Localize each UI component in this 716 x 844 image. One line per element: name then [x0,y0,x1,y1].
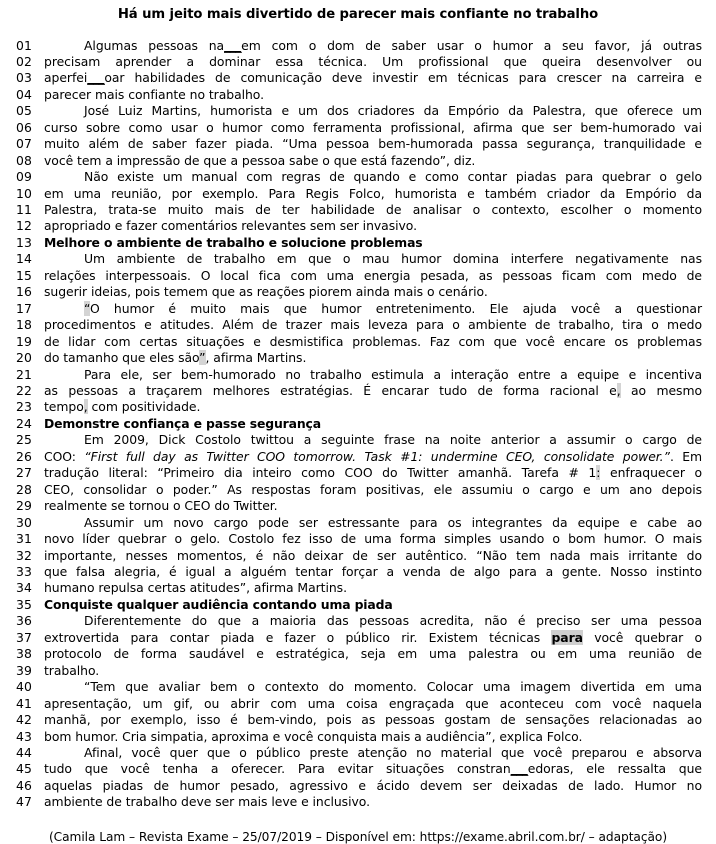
line-number: 40 [16,679,32,695]
text-line [16,169,702,185]
text-line [16,350,702,366]
line-number: 29 [16,498,32,514]
segment-text: as pessoas a traçarem melhores estratégias. É encarar tudo de forma racional e [44,383,617,399]
line-content: sugerir ideias, pois temem que as reações piorem ainda mais o cenário. [44,284,488,300]
line-number: 20 [16,350,32,366]
line-content [44,515,702,531]
segment-text: “Tem que avaliar bem o contexto do momento. Colocar uma imagem divertida em uma [84,679,702,695]
text-line [16,613,702,629]
segment-text: Em 2009, Dick Costolo twittou a seguinte frase na noite anterior a assumir o cargo de [84,432,702,448]
segment-text: , afirma Martins. [205,350,307,366]
text-line [16,186,702,202]
line-number: 05 [16,103,32,119]
segment-text: oar habilidades de comunicação deve investir em técnicas para crescer na carreira e [104,70,702,86]
fill-in-blank: ___ [87,70,105,86]
text-line [16,564,702,580]
line-number: 30 [16,514,32,530]
line-number: 19 [16,333,32,349]
line-content [44,465,702,481]
highlighted-open-quote: “ [84,300,90,316]
line-content: você tem a impressão de que a pessoa sabe o que está fazendo”, diz. [44,152,476,168]
text-line [16,679,702,695]
line-content [44,613,702,629]
line-number: 10 [16,185,32,201]
document-page [0,7,716,844]
line-content: apropriado e fazer comentários relevantes sem ser invasivo. [44,218,417,234]
segment-text: em com o dom de saber usar o humor a seu favor, já outras [241,37,702,53]
text-line [16,367,702,383]
line-number: 47 [16,794,32,810]
line-content [44,761,702,777]
line-number: 16 [16,284,32,300]
highlighted-colon: : [596,465,601,481]
line-number: 07 [16,136,32,152]
line-content: realmente se tornou o CEO do Twitter. [44,498,278,514]
line-content: relações interpessoais. O local fica com uma energia pesada, as pessoas ficam com medo de [44,267,702,283]
segment-text: você quebrar o [582,629,702,645]
highlighted-word-para: para [551,629,583,645]
text-line-heading [16,416,702,432]
line-content: muito além de saber fazer piada. “Uma pessoa bem-humorada passa segurança, tranquilidade e [44,136,702,152]
text-line [16,498,702,514]
line-number: 28 [16,481,32,497]
text-line-heading [16,597,702,613]
italic-quote: “First full day as Twitter COO tomorrow. Task #1: undermine CEO, consolidate power.” [84,448,670,464]
line-number: 41 [16,695,32,711]
line-content: humano repulsa certas atitudes”, afirma Martins. [44,580,347,596]
text-line [16,202,702,218]
line-number: 34 [16,580,32,596]
text-line [16,580,702,596]
line-content: em uma reunião, por exemplo. Para Regis Folco, humorista e também criador da Empório da [44,185,702,201]
line-content: apresentação, um gif, ou abrir com uma coisa engraçada que aconteceu com você naquela [44,695,702,711]
text-line [16,301,702,317]
highlighted-comma: , [616,383,621,399]
line-content [44,679,702,695]
line-content [44,432,702,448]
line-content: curso sobre como usar o humor como ferramenta profissional, afirma que ser bem-humorado vai [44,119,702,135]
segment-text: Algumas pessoas na [84,37,225,53]
line-number: 31 [16,531,32,547]
text-line [16,531,702,547]
segment-text: COO: [44,448,85,464]
line-number: 46 [16,777,32,793]
line-content [44,630,702,646]
text-line [16,548,702,564]
segment-text: Para ele, ser bem-humorado no trabalho estimula a interação entre a equipe e incentiva [84,366,702,382]
fill-in-blank: ___ [224,37,242,53]
text-line [16,794,702,810]
highlighted-close-quote: ” [199,350,206,366]
text-line [16,449,702,465]
line-content [44,745,702,761]
line-content: importante, nesses momentos, é não deixar de ser autêntico. “Não tem nada mais irritante do [44,547,702,563]
text-line [16,482,702,498]
line-number: 18 [16,317,32,333]
line-content: bom humor. Cria simpatia, aproxima e você conquista mais a audiência”, explica Folco. [44,728,583,744]
text-line [16,317,702,333]
line-content [44,169,702,185]
line-number: 15 [16,267,32,283]
text-line [16,251,702,267]
line-content [44,70,702,86]
text-line [16,778,702,794]
fill-in-blank: ___ [510,761,528,777]
line-number: 26 [16,448,32,464]
text-line [16,218,702,234]
line-content: manhã, por exemplo, isso é bem-vindo, pois as pessoas gostam de sensações relacionadas ao [44,712,702,728]
line-content: ambiente de trabalho deve ser mais leve e inclusivo. [44,794,370,810]
segment-text: enfraquecer o [600,465,703,481]
text-line [16,729,702,745]
text-line [16,87,702,103]
segment-text: O humor é muito mais que humor entretenimento. Ele ajuda você a questionar [89,300,702,316]
text-body [0,38,716,811]
text-line [16,334,702,350]
segment-text: tudo que você tenha a oferecer. Para evitar situações constran [44,761,511,777]
line-content: procedimentos e atitudes. Além de trazer mais leveza para o ambiente de trabalho, tira o medo [44,317,702,333]
line-number: 22 [16,383,32,399]
line-number: 09 [16,169,32,185]
line-number: 25 [16,432,32,448]
line-number: 38 [16,646,32,662]
line-content: Palestra, trata-se muito mais de ter habilidade de analisar o contexto, escolher o momento [44,202,702,218]
line-number: 01 [16,37,32,53]
text-line [16,515,702,531]
line-number: 27 [16,465,32,481]
line-number: 36 [16,613,32,629]
segment-text: Diferentemente do que a maioria das pessoas acredita, não é preciso ser uma pessoa [84,613,702,629]
text-line [16,696,702,712]
line-number: 14 [16,251,32,267]
segment-text: ao mesmo [620,383,702,399]
text-line [16,70,702,86]
line-content: de lidar com certas situações e desmistifica problemas. Faz com que você encare os problemas [44,333,702,349]
line-number: 35 [16,596,32,612]
line-number: 04 [16,86,32,102]
text-line [16,663,702,679]
line-content [44,367,702,383]
text-line [16,646,702,662]
line-number: 33 [16,564,32,579]
text-line [16,120,702,136]
line-content [44,383,702,399]
line-number: 45 [16,761,32,777]
segment-text: com positividade. [87,399,201,415]
text-line [16,284,702,300]
line-content: aquelas piadas de humor pesado, agressivo e ácido devem ser deixadas de lado. Humor no [44,777,702,793]
line-number: 08 [16,152,32,168]
line-number: 13 [16,234,32,250]
line-number: 42 [16,712,32,728]
line-content [44,38,702,54]
line-content [44,350,702,366]
line-content: precisam aprender a dominar essa técnica. Um profissional que queira desenvolver ou [44,53,702,69]
text-line [16,761,702,777]
line-content: parecer mais confiante no trabalho. [44,86,265,102]
segment-text: Assumir um novo cargo pode ser estressante para os integrantes da equipe e cabe ao [84,514,702,530]
line-number: 21 [16,366,32,382]
line-content [44,103,702,119]
text-line [16,745,702,761]
text-line [16,153,702,169]
text-line [16,712,702,728]
line-number: 44 [16,744,32,760]
segment-text: Não existe um manual com regras de quando e como contar piadas para quebrar o gelo [84,169,702,185]
line-number: 23 [16,399,32,415]
text-line-heading [16,235,702,251]
line-content [44,449,702,465]
line-number: 11 [16,202,32,218]
line-number: 02 [16,53,32,69]
source-attribution: (Camila Lam – Revista Exame – 25/07/2019 – Disponível em: https://exame.abril.com.br/ – adaptação) [48,829,668,844]
line-number: 03 [16,70,32,86]
section-heading: Demonstre confiança e passe segurança [44,415,321,431]
highlighted-comma: , [83,399,88,415]
line-content [44,301,702,317]
text-line [16,630,702,646]
line-content [44,399,702,415]
segment-text: . Em [669,448,703,464]
line-content: protocolo de forma saudável e estratégica, seja em uma palestra ou em uma reunião de [44,646,702,662]
line-content: CEO, consolidar o poder.” As respostas foram positivas, ele assumiu o cargo e um ano depois [44,481,702,497]
line-content [44,251,702,267]
line-number: 37 [16,629,32,645]
section-heading: Conquiste qualquer audiência contando uma piada [44,596,393,612]
text-line [16,136,702,152]
page-title: Há um jeito mais divertido de parecer mais confiante no trabalho [117,7,599,22]
text-line [16,383,702,399]
segment-text: extrovertida para contar piada e fazer o público rir. Existem técnicas [44,629,552,645]
text-line [16,268,702,284]
line-number: 17 [16,300,32,316]
line-content: novo líder quebrar o gelo. Costolo fez isso de uma forma simples usando o bom humor. O mais [44,531,702,547]
section-heading: Melhore o ambiente de trabalho e solucione problemas [44,234,423,250]
text-line [16,54,702,70]
segment-text: Um ambiente de trabalho em que o mau humor domina interfere negativamente nas [84,251,702,267]
segment-text: edoras, ele ressalta que [527,761,702,777]
line-number: 06 [16,119,32,135]
text-line [16,432,702,448]
line-content: que falsa alegria, é igual a alguém tentar forçar a venda de algo para a gente. Nosso instinto [44,564,702,579]
line-number: 43 [16,728,32,744]
segment-text: tempo [44,399,84,415]
segment-text: José Luiz Martins, humorista e um dos criadores da Empório da Palestra, que oferece um [84,103,702,119]
line-number: 24 [16,415,32,431]
segment-text: aperfei [44,70,88,86]
text-line [16,38,702,54]
line-number: 12 [16,218,32,234]
text-line [16,103,702,119]
segment-text: tradução literal: “Primeiro dia inteiro como COO do Twitter amanhã. Tarefa # 1 [44,465,597,481]
segment-text: do tamanho que eles são [44,350,200,366]
text-line [16,465,702,481]
segment-text: Afinal, você quer que o público preste atenção no material que você preparou e absorva [84,744,702,760]
line-number: 39 [16,662,32,678]
line-number: 32 [16,547,32,563]
line-content: trabalho. [44,662,100,678]
text-line [16,399,702,415]
